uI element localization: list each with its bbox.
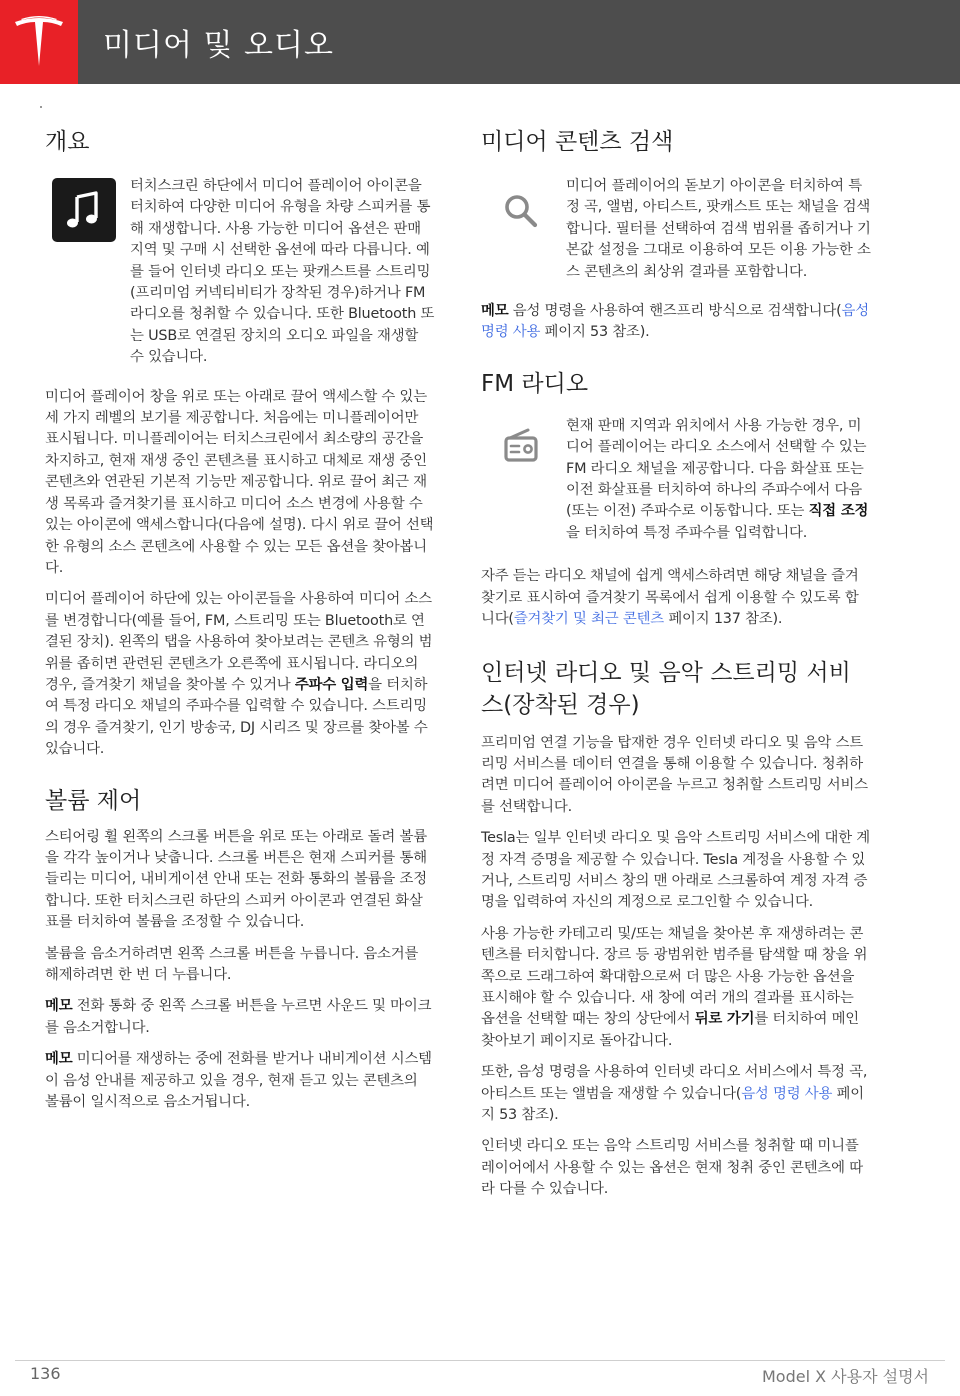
left-column bbox=[45, 126, 435, 1113]
footer-divider bbox=[15, 1360, 945, 1361]
volume-memo-2: 메모 미디어를 재생하는 중에 전화를 받거나 내비게이션 시스템이 음성 안내를 제공하고 있을 경우, 현재 듣고 있는 콘텐츠의 볼륨이 일시적으로 음소거됩니다. bbox=[45, 1051, 432, 1111]
tesla-logo-icon bbox=[12, 16, 66, 68]
inet-paragraph-4: 또한, 음성 명령을 사용하여 인터넷 라디오 서비스에서 특정 곡, 아티스트 또는 앨범을 재생할 수 있습니다(음성 명령 사용 페이지 53 참조). bbox=[481, 1064, 868, 1123]
overview-paragraph-2: 미디어 플레이어 하단에 있는 아이콘들을 사용하여 미디어 소스를 변경합니다(예를 들어, FM, 스트리밍 또는 Bluetooth로 연결된 장치). 왼쪽의 탭을 사용하여 찾아보려는 콘텐츠 유형의 범위를 좁히면 관련된 콘텐츠가 오른쪽에 표시됩니다. 라디오의 경우, 즐겨찾기 채널을 찾아볼 수 있거나 주파수 입력을 터치하여 특정 라디오 채널의 주파수를 입력할 수 있습니다. 스트리밍의 경우 즐겨찾기, 인기 방송국, DJ 시리즈 및 장르를 찾아볼 수 있습니다. bbox=[45, 591, 433, 758]
internet-radio-heading: 인터넷 라디오 및 음악 스트리밍 서비스(장착된 경우) bbox=[481, 659, 851, 718]
radio-icon bbox=[488, 416, 552, 480]
favorites-link[interactable]: 즐겨찾기 및 최근 콘텐츠 bbox=[513, 611, 664, 628]
overview-icon-block bbox=[45, 176, 435, 369]
right-column bbox=[481, 126, 871, 1201]
page-number: 136 bbox=[30, 1364, 61, 1383]
fm-icon-block bbox=[481, 416, 871, 544]
inet-paragraph-5: 인터넷 라디오 또는 음악 스트리밍 서비스를 청취할 때 미니플레이어에서 사용할 수 있는 옵션은 현재 청취 중인 콘텐츠에 따라 다를 수 있습니다. bbox=[481, 1138, 863, 1198]
music-note-icon bbox=[52, 178, 116, 242]
inet-paragraph-1: 프리미엄 연결 기능을 탑재한 경우 인터넷 라디오 및 음악 스트리밍 서비스를 데이터 연결을 통해 이용할 수 있습니다. 청취하려면 미디어 플레이어 아이콘을 누르고 청취할 스트리밍 서비스를 선택합니다. bbox=[481, 734, 868, 815]
search-icon-text: 미디어 플레이어의 돋보기 아이콘을 터치하여 특정 곡, 앨범, 아티스트, 팟캐스트 또는 채널을 검색합니다. 필터를 선택하여 검색 범위를 좁히거나 기본값 설정을 그대로 이용하여 모든 이용 가능한 소스 콘텐츠의 최상위 결과를 포함합니다. bbox=[566, 178, 871, 280]
search-heading: 미디어 콘텐츠 검색 bbox=[481, 129, 674, 155]
manual-title: Model X 사용자 설명서 bbox=[762, 1367, 929, 1386]
inet-paragraph-3: 사용 가능한 카테고리 및/또는 채널을 찾아본 후 재생하려는 콘텐츠를 터치합니다. 장르 등 광범위한 범주를 탐색할 때 창을 위쪽으로 드래그하여 확대함으로써 더 많은 사용 가능한 옵션을 표시해야 할 수 있습니다. 새 창에 여러 개의 결과를 표시하는 옵션을 선택할 때는 창의 상단에서 뒤로 가기를 터치하여 메인 찾아보기 페이지로 돌아갑니다. bbox=[481, 925, 868, 1049]
volume-paragraph-1: 스티어링 휠 왼쪽의 스크롤 버튼을 위로 또는 아래로 돌려 볼륨을 각각 높이거나 낮춥니다. 스크롤 버튼은 현재 스피커를 통해 들리는 미디어, 내비게이션 안내 또는 전화 통화의 볼륨을 조정합니다. 또한 터치스크린 하단의 스피커 아이콘과 연결된 화살표를 터치하여 볼륨을 조정할 수 있습니다. bbox=[45, 828, 427, 931]
overview-icon-text: 터치스크린 하단에서 미디어 플레이어 아이콘을 터치하여 다양한 미디어 유형을 차량 스피커를 통해 재생합니다. 사용 가능한 미디어 옵션은 판매 지역 및 구매 시 선택한 옵션에 따라 다릅니다. 예를 들어 인터넷 라디오 또는 팟캐스트를 스트리밍(프리미엄 커넥티비티가 장착된 경우)하거나 FM 라디오를 청취할 수 있습니다. 또한 Bluetooth 또는 USB로 연결된 장치의 오디오 파일을 재생할 수 있습니다. bbox=[130, 178, 435, 366]
decorative-dot bbox=[40, 106, 42, 108]
search-memo: 메모 음성 명령을 사용하여 핸즈프리 방식으로 검색합니다(음성 명령 사용 페이지 53 참조). bbox=[481, 303, 869, 341]
voice-command-link[interactable]: 음성 명령 사용 bbox=[481, 303, 869, 341]
volume-memo-1: 메모 전화 통화 중 왼쪽 스크롤 버튼을 누르면 사운드 및 마이크를 음소거합니다. bbox=[45, 998, 432, 1036]
voice-command-link-2[interactable]: 음성 명령 사용 bbox=[741, 1085, 833, 1102]
volume-paragraph-2: 볼륨을 음소거하려면 왼쪽 스크롤 버튼을 누릅니다. 음소거를 해제하려면 한 번 더 누릅니다. bbox=[45, 945, 419, 983]
fm-paragraph-1: 자주 듣는 라디오 채널에 쉽게 액세스하려면 해당 채널을 즐겨찾기로 표시하여 즐겨찾기 목록에서 쉽게 이용할 수 있도록 합니다(즐겨찾기 및 최근 콘텐츠 페이지 137 참조). bbox=[481, 568, 859, 628]
fm-icon-text: 현재 판매 지역과 위치에서 사용 가능한 경우, 미디어 플레이어는 라디오 소스에서 선택할 수 있는 FM 라디오 채널을 제공합니다. 다음 화살표 또는 이전 화살표를 터치하여 하나의 주파수에서 다음(또는 이전) 주파수로 이동합니다. 또는 직접 조정을 터치하여 특정 주파수를 입력합니다. bbox=[566, 417, 869, 541]
volume-heading: 볼륨 제어 bbox=[45, 787, 142, 814]
magnifier-icon bbox=[488, 178, 552, 242]
overview-heading: 개요 bbox=[45, 129, 90, 155]
inet-paragraph-2: Tesla는 일부 인터넷 라디오 및 음악 스트리밍 서비스에 대한 계정 자격 증명을 제공할 수 있습니다. Tesla 계정을 사용할 수 있거나, 스트리밍 서비스 창의 맨 아래로 스크롤하여 계정 자격 증명을 입력하여 자신의 계정으로 로그인할 수 있습니다. bbox=[481, 830, 871, 911]
tesla-logo bbox=[0, 0, 78, 84]
search-icon-block bbox=[481, 176, 871, 283]
page-title: 미디어 및 오디오 bbox=[103, 28, 334, 63]
overview-paragraph-1: 미디어 플레이어 창을 위로 또는 아래로 끌어 액세스할 수 있는 세 가지 레벨의 보기를 제공합니다. 처음에는 미니플레이어만 표시됩니다. 미니플레이어는 터치스크린에서 최소량의 공간을 차지하고, 현재 재생 중인 콘텐츠를 표시하고 대체로 재생 중인 콘텐츠와 연관된 기본적 기능만 제공합니다. 위로 끌어 최근 재생 목록과 즐겨찾기를 표시하고 미디어 소스 변경에 사용할 수 있는 아이콘에 액세스합니다(다음에 설명). 다시 위로 끌어 선택한 유형의 소스 콘텐츠에 사용할 수 있는 모든 옵션을 찾아봅니다. bbox=[45, 388, 434, 576]
page-header bbox=[0, 0, 960, 84]
fm-heading: FM 라디오 bbox=[481, 370, 589, 397]
